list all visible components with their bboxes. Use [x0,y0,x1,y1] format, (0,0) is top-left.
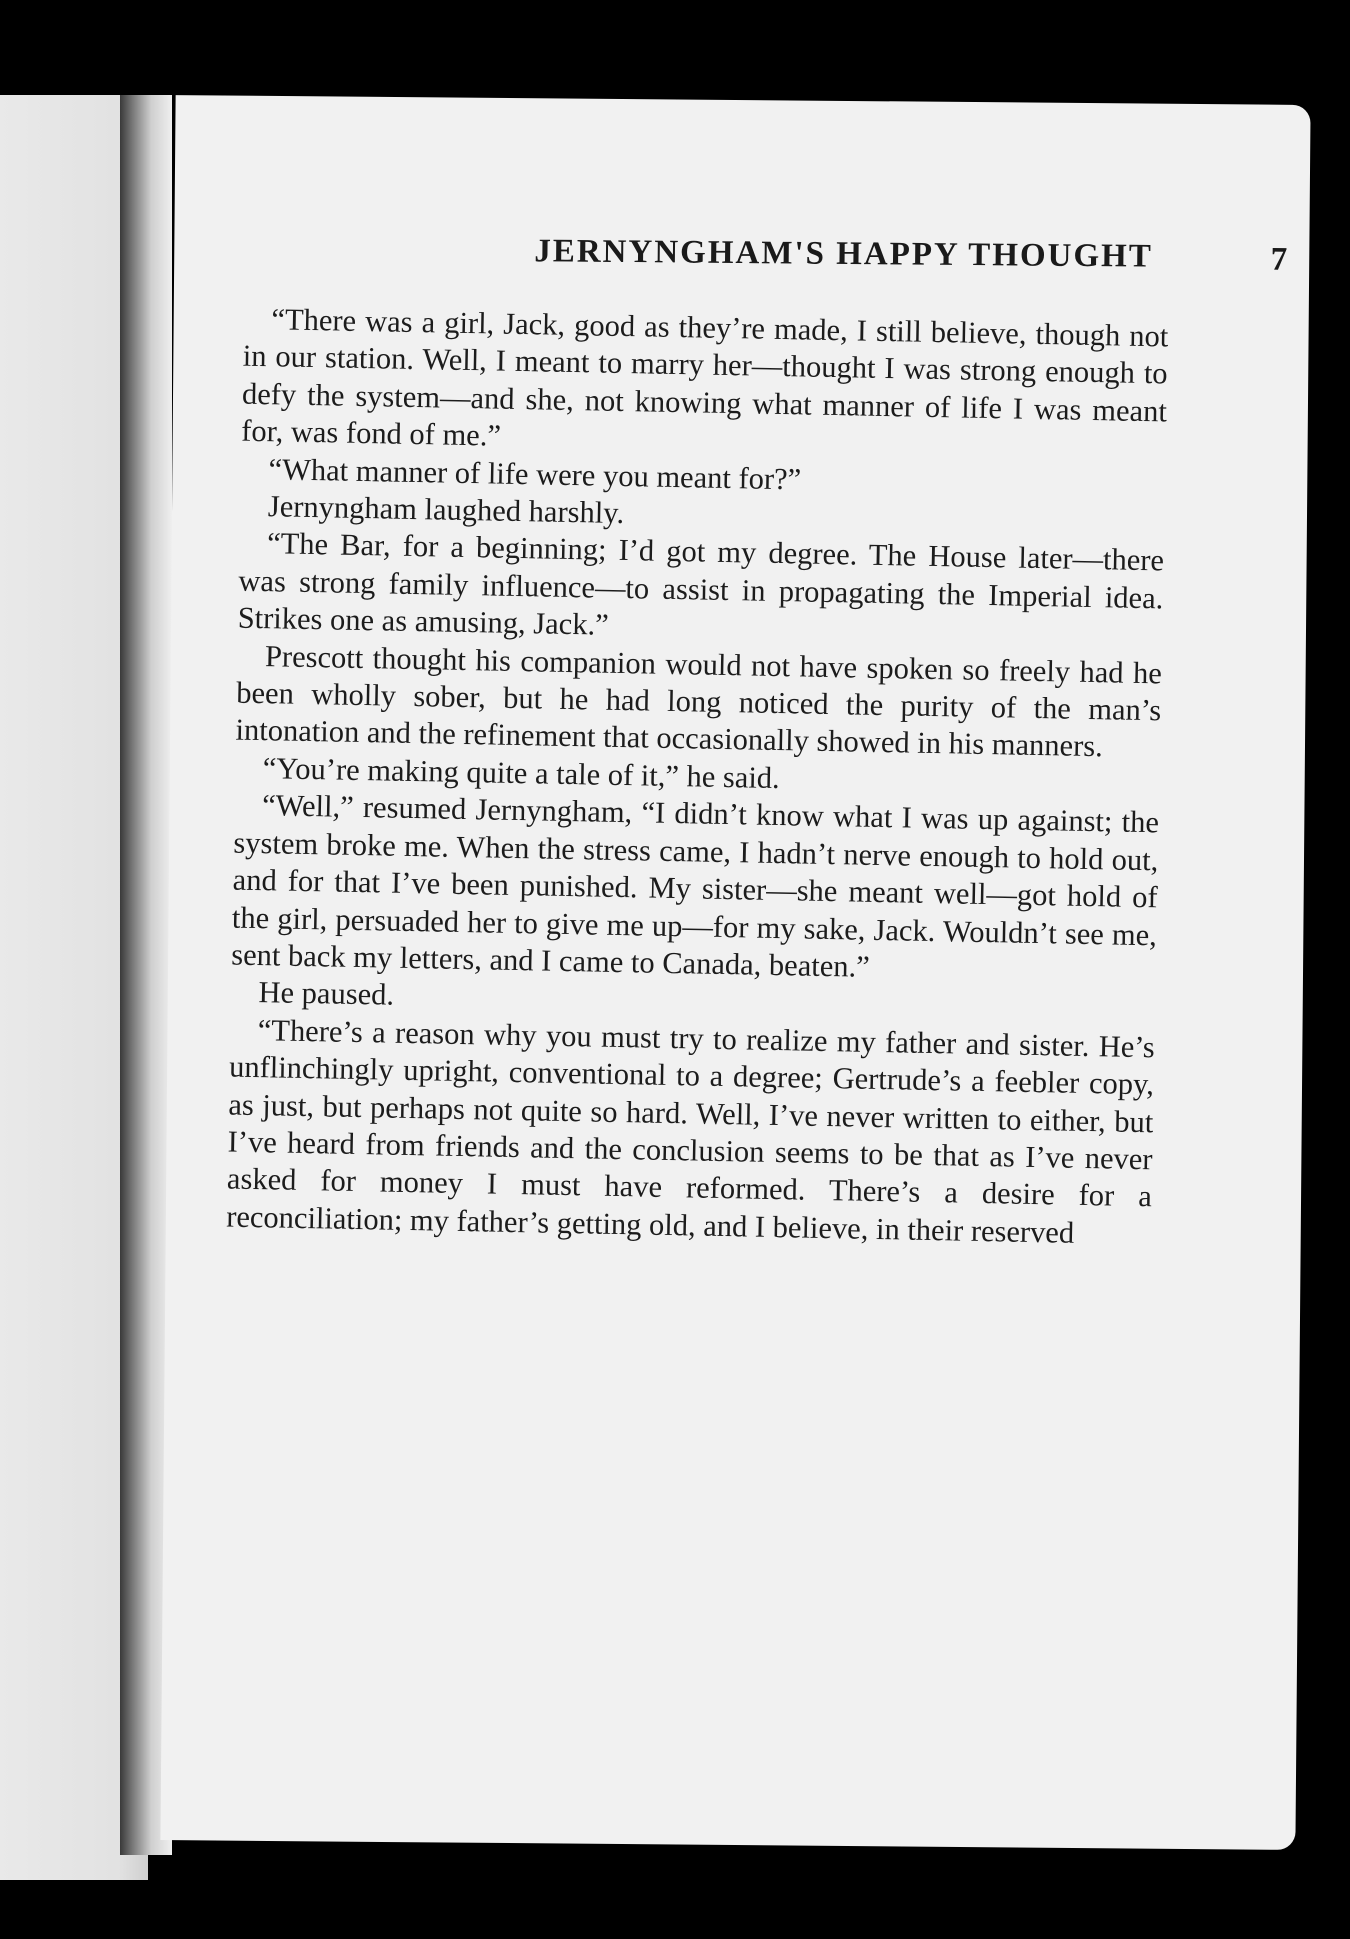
paragraph: “You’re making quite a tale of it,” he said. [262,751,781,795]
paragraph: “Well,” resumed Jernyngham, “I didn’t know what I was up against; the system broke me. When the stress came, I hadn’t nerve enough to hold out, and for that I’ve been punished. My sister—she meant well—got hold of the girl, persuaded her to give me up—for my sake, Jack. Wouldn’t see me, sent back my letters, and I came to Canada, beaten.” [230,788,1160,984]
paragraph: “There was a girl, Jack, good as they’re made, I still believe, though not in our station. Well, I meant to marry her—thought I was strong enough to defy the system—and she, not knowing what manner of life I was meant for, was fond of me.” [241,302,1169,453]
running-head [354,232,1289,290]
paragraph: “What manner of life were you meant for?” [268,451,802,497]
body-text [226,301,1169,1254]
paragraph: Jernyngham laughed harshly. [267,489,625,531]
page-number: 7 [1270,241,1290,278]
book-page [160,95,1310,1850]
running-title: JERNYNGHAM'S HAPPY THOUGHT [534,233,1153,275]
paragraph: Prescott thought his companion would not have spoken so freely had he been wholly sober, but he had long noticed the purity of the man’s intonation and the refinement that occasionally showed in his manners. [235,638,1163,764]
paragraph: He paused. [258,975,395,1013]
paragraph: “The Bar, for a beginning; I’d got my degree. The House later—there was strong family influence—to assist in propagating the Imperial idea. Strikes one as amusing, Jack.” [237,526,1165,642]
paragraph: “There’s a reason why you must try to realize my father and sister. He’s unflinchingly upright, conventional to a degree; Gertrude’s a feebler copy, as just, but perhaps not quite so hard. Well, I’ve never written to either, but I’ve heard from friends and the conclusion seems to be that as I’ve never asked for money I must have reformed. There’s a desire for a reconciliation; my father’s getting old, and I believe, in their reserved [225,1012,1156,1250]
